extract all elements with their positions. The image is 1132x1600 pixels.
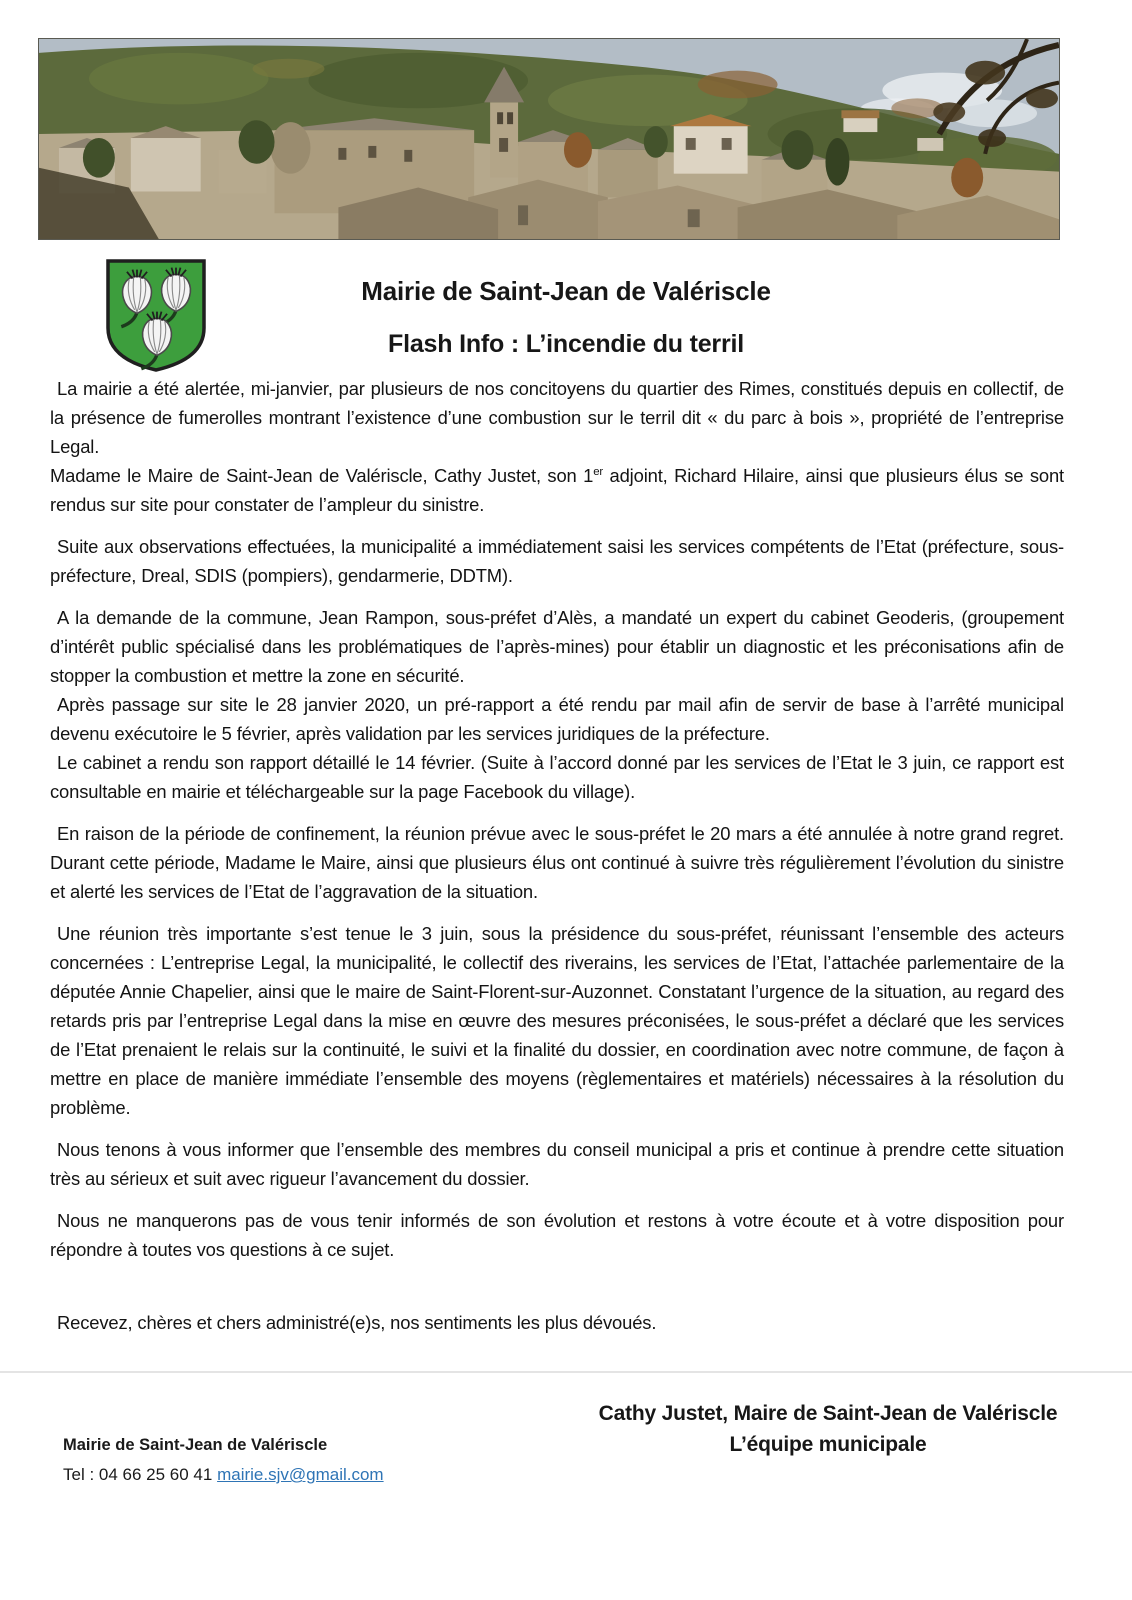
paragraph-conseil-municipal: Nous tenons à vous informer que l’ensemble des membres du conseil municipal a pris et continue à prendre cette situation très au sérieux et suit avec rigueur l’avancement du dossier. bbox=[50, 1139, 1064, 1189]
paragraph-pre-rapport: Après passage sur site le 28 janvier 2020, un pré-rapport a été rendu par mail afin de servir de base à l’arrêté municipal devenu exécutoire le 5 février, après validation par les services juridiques de la préfecture. bbox=[50, 694, 1064, 744]
paragraph-services-etat: Suite aux observations effectuées, la municipalité a immédiatement saisi les services compétents de l’Etat (préfecture, sous-préfecture, Dreal, SDIS (pompiers), gendarmerie, DDTM). bbox=[50, 536, 1064, 586]
paragraph-expert-geoderis: A la demande de la commune, Jean Rampon, sous-préfet d’Alès, a mandaté un expert du cabinet Geoderis, (groupement d’intérêt public spécialisé dans les problématiques de l’après-mines) pour établir un diagnostic et les préconisations afin de stopper la combustion et mettre la zone en sécurité. bbox=[50, 607, 1064, 686]
signature-name: Cathy Justet, Maire de Saint-Jean de Valériscle bbox=[598, 1402, 1058, 1425]
footer-contact bbox=[63, 1430, 384, 1490]
paragraph-visite-site: Madame le Maire de Saint-Jean de Valériscle, Cathy Justet, son 1er adjoint, Richard Hilaire, ainsi que plusieurs élus se sont rendus sur site pour constater de l’ampleur du sinistre. bbox=[50, 465, 1064, 515]
paragraph-confinement: En raison de la période de confinement, la réunion prévue avec le sous-préfet le 20 mars a été annulée à notre grand regret. Durant cette période, Madame le Maire, ainsi que plusieurs élus ont continué à suivre très régulièrement l’évolution du sinistre et alerté les services de l’Etat de l’aggravation de la situation. bbox=[50, 823, 1064, 902]
paragraph-informes: Nous ne manquerons pas de vous tenir informés de son évolution et restons à votre écoute et à votre disposition pour répondre à toutes vos questions à ce sujet. bbox=[50, 1210, 1064, 1260]
page-subtitle: Flash Info : L’incendie du terril bbox=[388, 330, 744, 358]
village-photo-illustration bbox=[39, 39, 1059, 239]
footer-phone-line bbox=[63, 1460, 384, 1490]
signature-block bbox=[588, 1398, 1068, 1460]
paragraph-salutations: Recevez, chères et chers administré(e)s, nos sentiments les plus dévoués. bbox=[57, 1312, 657, 1333]
paragraph-alerte: La mairie a été alertée, mi-janvier, par plusieurs de nos concitoyens du quartier des Rimes, constitués depuis en collectif, de la présence de fumerolles montrant l’existence d’une combustion sur le terril dit « du parc à bois », propriété de l’entreprise Legal. bbox=[50, 378, 1064, 457]
scan-artifact-line bbox=[0, 1371, 1132, 1373]
page-title: Mairie de Saint-Jean de Valériscle bbox=[361, 276, 771, 306]
signature-team: L’équipe municipale bbox=[729, 1433, 927, 1456]
phone-number: Tel : 04 66 25 60 41 bbox=[63, 1465, 213, 1484]
superscript-er: er bbox=[593, 465, 604, 478]
email-link[interactable]: mairie.sjv@gmail.com bbox=[217, 1465, 384, 1484]
footer-organization: Mairie de Saint-Jean de Valériscle bbox=[63, 1436, 328, 1454]
document-body bbox=[50, 374, 1064, 1337]
paragraph-reunion-3-juin: Une réunion très importante s’est tenue le 3 juin, sous la présidence du sous-préfet, réunissant l’ensemble des acteurs concernées : L’entreprise Legal, la municipalité, le collectif des riverains, les services de l’Etat, l’attachée parlementaire de la députée Annie Chapelier, ainsi que le maire de Saint-Florent-sur-Auzonnet. Constatant l’urgence de la situation, au regard des retards pris par l’entreprise Legal dans la mise en œuvre des mesures préconisées, le sous-préfet a déclaré que les services de l’Etat prenaient le relais sur la continuité, le suivi et la finalité du dossier, en coordination avec notre commune, de façon à mettre en place de manière immédiate l’ensemble des moyens (règlementaires et matériels) nécessaires à la résolution du problème. bbox=[50, 923, 1064, 1118]
village-photo bbox=[38, 38, 1060, 240]
paragraph-rapport-detaille: Le cabinet a rendu son rapport détaillé le 14 février. (Suite à l’accord donné par les services de l’Etat le 3 juin, ce rapport est consultable en mairie et téléchargeable sur la page Facebook du village). bbox=[50, 752, 1064, 802]
